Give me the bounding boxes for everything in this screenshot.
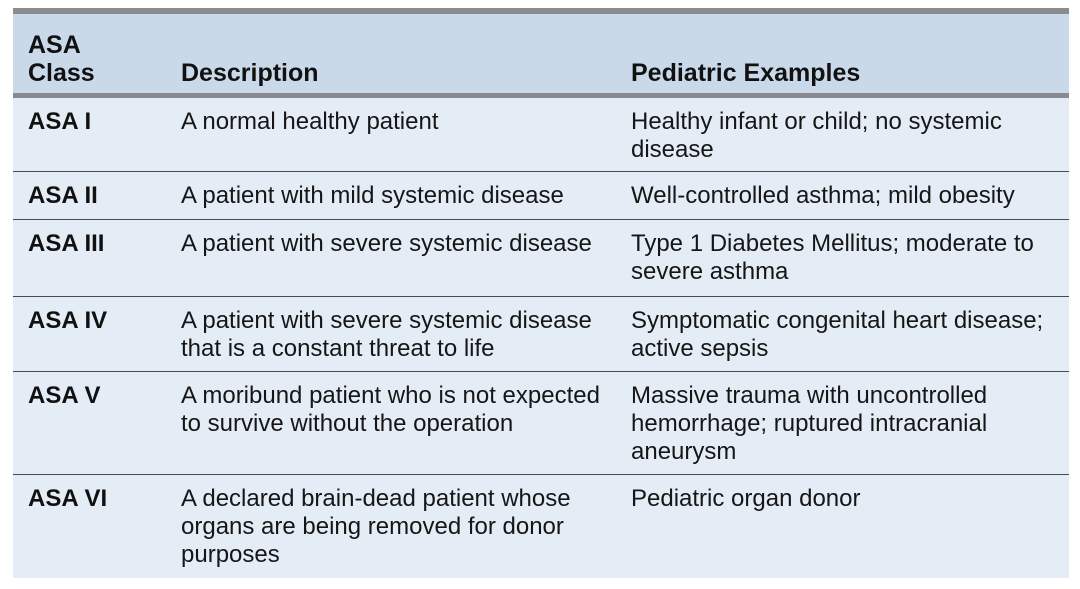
table-header-row (13, 14, 1069, 98)
cell-pediatric-examples: Well-controlled asthma; mild obesity (631, 182, 1015, 209)
cell-asa-class: ASA IV (28, 307, 108, 334)
cell-asa-class: ASA III (28, 230, 105, 257)
cell-description: A patient with mild systemic disease (181, 182, 564, 209)
table-row-asa-1 (13, 98, 1069, 172)
header-pediatric-examples: Pediatric Examples (631, 59, 861, 87)
table-row-asa-3 (13, 220, 1069, 297)
cell-description: A moribund patient who is not expected to survive without the operation (181, 382, 600, 437)
table-row-asa-5 (13, 372, 1069, 475)
header-asa-class: ASA Class (28, 31, 95, 87)
cell-asa-class: ASA I (28, 108, 92, 135)
table-row-asa-2 (13, 172, 1069, 220)
table-row-asa-4 (13, 297, 1069, 372)
cell-asa-class: ASA II (28, 182, 98, 209)
cell-asa-class: ASA V (28, 382, 101, 409)
cell-description: A declared brain-dead patient whose organs are being removed for donor purposes (181, 485, 571, 568)
cell-description: A patient with severe systemic disease (181, 230, 592, 257)
table-row-asa-6 (13, 475, 1069, 578)
cell-description: A normal healthy patient (181, 108, 439, 135)
cell-pediatric-examples: Symptomatic congenital heart disease; active sepsis (631, 307, 1044, 362)
cell-asa-class: ASA VI (28, 485, 108, 512)
cell-pediatric-examples: Type 1 Diabetes Mellitus; moderate to severe asthma (631, 230, 1034, 285)
asa-classification-table (13, 8, 1069, 578)
cell-description: A patient with severe systemic disease that is a constant threat to life (181, 307, 592, 362)
cell-pediatric-examples: Massive trauma with uncontrolled hemorrhage; ruptured intracranial aneurysm (631, 382, 988, 465)
cell-pediatric-examples: Pediatric organ donor (631, 485, 861, 512)
header-description: Description (181, 59, 319, 87)
cell-pediatric-examples: Healthy infant or child; no systemic disease (631, 108, 1002, 163)
